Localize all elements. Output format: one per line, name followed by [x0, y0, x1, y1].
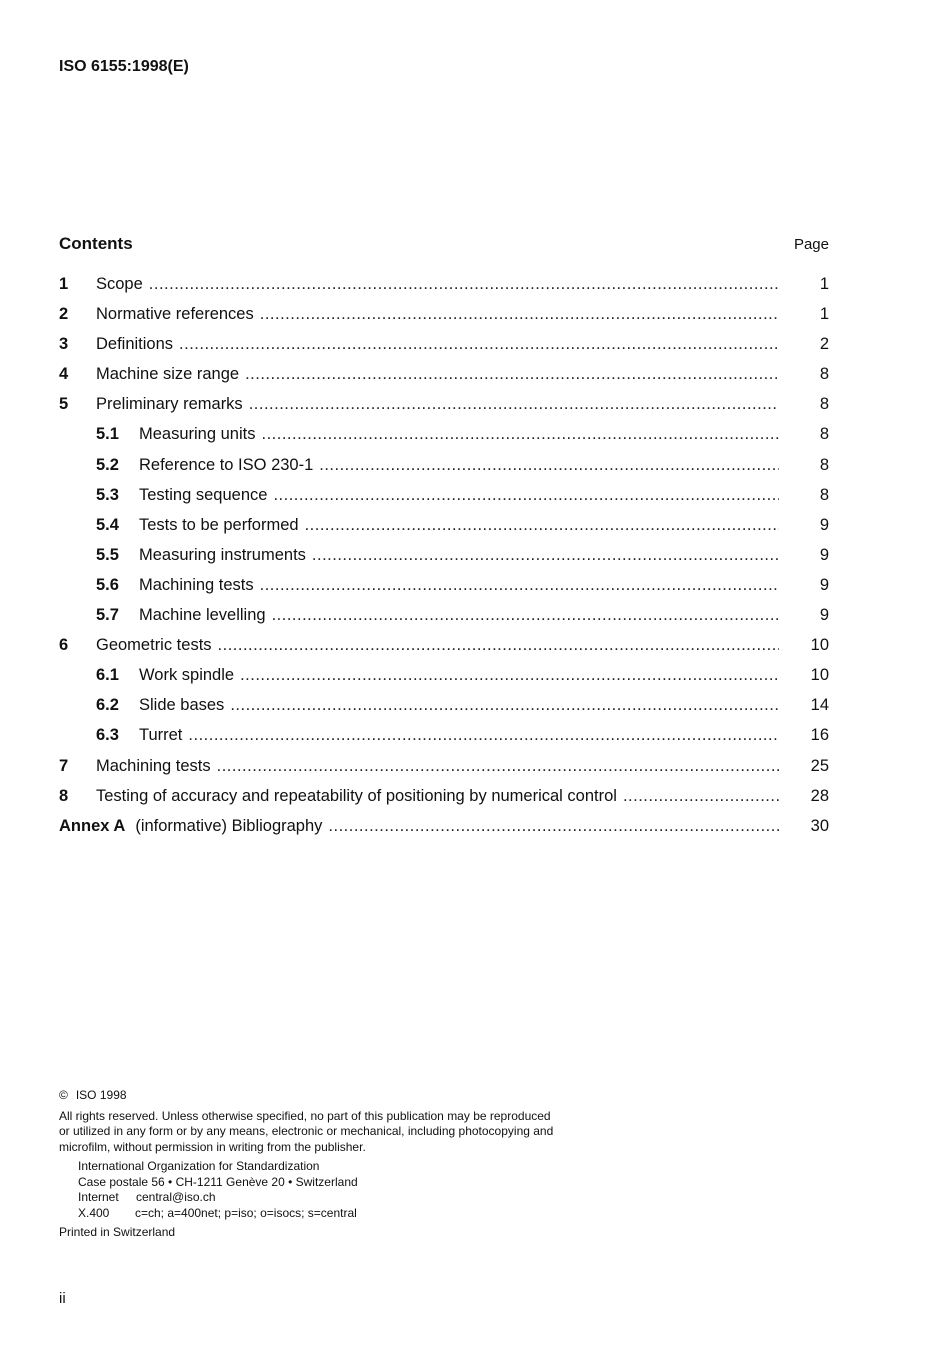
toc-entry-8[interactable]: [59, 784, 829, 814]
copyright-text: ISO 1998: [75, 1088, 127, 1102]
dot-leader: [261, 422, 779, 446]
toc-entry-page: 16: [810, 726, 829, 745]
contents-header: [59, 234, 829, 256]
dot-leader: [179, 332, 779, 356]
document-id: ISO 6155:1998(E): [59, 58, 189, 75]
toc-entry-6-3[interactable]: [59, 723, 829, 753]
toc-entry-page: 2: [819, 335, 829, 354]
dot-leader: [312, 543, 779, 567]
toc-entry-6-1[interactable]: [59, 663, 829, 693]
dot-leader: [623, 784, 779, 808]
toc-entry-label: Preliminary remarks: [96, 395, 243, 414]
contents-title: Contents: [59, 234, 133, 253]
rights-line: All rights reserved. Unless otherwise specified, no part of this publication may be reproduced: [59, 1108, 551, 1123]
toc-entry-label: Scope: [96, 275, 143, 293]
dot-leader: [272, 603, 779, 627]
toc-entry-label: Machining tests: [96, 756, 211, 775]
toc-entry-page: 8: [819, 395, 829, 414]
toc-entry-label: [59, 814, 328, 838]
toc-entry-label: Testing of accuracy and repeatability of positioning by numerical control: [96, 786, 617, 805]
toc-entry-5-1[interactable]: [59, 422, 829, 452]
toc-entry-number: 6.3: [96, 726, 119, 745]
toc-entry-label: Measuring units: [139, 425, 256, 444]
dot-leader: [249, 392, 779, 416]
toc-entry-number: 5.2: [96, 455, 119, 474]
toc-entry-6-2[interactable]: [59, 693, 829, 723]
toc-entry-label: Machine levelling: [139, 606, 266, 625]
toc-entry-5-3[interactable]: [59, 483, 829, 513]
toc-entry-number: 3: [59, 335, 69, 354]
dot-leader: [218, 633, 779, 657]
toc-entry-7[interactable]: [59, 754, 829, 784]
toc-entry-label: Measuring instruments: [139, 545, 306, 564]
toc-entry-page: 8: [819, 455, 829, 474]
toc-entry-number: 5.3: [96, 485, 119, 504]
toc-entry-label: Tests to be performed: [139, 515, 299, 534]
organization-name: International Organization for Standardization: [78, 1159, 320, 1173]
dot-leader: [188, 723, 779, 747]
toc-entry-label: Machining tests: [139, 575, 254, 594]
dot-leader: [245, 362, 779, 386]
dot-leader: [260, 573, 779, 597]
dot-leader: [149, 272, 779, 296]
toc-entry-page: 10: [810, 666, 829, 685]
x400-address: c=ch; a=400net; p=iso; o=isocs; s=central: [135, 1205, 357, 1220]
toc-entry-page: 8: [819, 485, 829, 504]
toc-entry-number: 8: [59, 786, 69, 805]
copyright-notice: [59, 1088, 619, 1241]
toc-entry-number: 5.5: [96, 545, 119, 564]
toc-entry-number: 6.1: [96, 666, 119, 685]
toc-entry-5[interactable]: [59, 392, 829, 422]
toc-entry-4[interactable]: [59, 362, 829, 392]
internet-email[interactable]: central@iso.ch: [136, 1190, 216, 1204]
toc-entry-page: 9: [819, 545, 829, 564]
page-number: ii: [59, 1290, 66, 1307]
x400-label: X.400: [78, 1205, 110, 1220]
toc-entry-1[interactable]: [59, 272, 829, 302]
toc-entry-label: Normative references: [96, 305, 254, 324]
toc-entry-number: 5.1: [96, 425, 119, 444]
toc-entry-label: Turret: [139, 726, 183, 745]
toc-entry-5-7[interactable]: [59, 603, 829, 633]
toc-entry-5-4[interactable]: [59, 513, 829, 543]
toc-entry-number: 5: [59, 395, 69, 414]
toc-entry-number: 5.7: [96, 606, 119, 625]
toc-entry-number: 7: [59, 756, 69, 775]
dot-leader: [240, 663, 779, 687]
toc-entry-number: 6.2: [96, 696, 119, 715]
toc-entry-number: 1: [59, 275, 69, 293]
rights-line: microfilm, without permission in writing from the publisher.: [59, 1139, 366, 1154]
toc-entry-page: 1: [819, 305, 829, 324]
toc-entry-label: Work spindle: [139, 666, 235, 685]
dot-leader: [305, 513, 779, 537]
dot-leader: [273, 483, 779, 507]
toc-entry-label: Definitions: [96, 335, 174, 354]
toc-entry-page: 1: [819, 275, 829, 293]
printed-in: Printed in Switzerland: [59, 1225, 176, 1239]
postal-address: Case postale 56 • CH-1211 Genève 20 • Switzerland: [78, 1174, 358, 1189]
toc-entry-5-5[interactable]: [59, 543, 829, 573]
annex-number: Annex A: [59, 816, 126, 835]
toc-entry-page: 8: [819, 365, 829, 384]
toc-entry-5-2[interactable]: [59, 453, 829, 483]
annex-title: (informative) Bibliography: [135, 816, 323, 835]
publisher-address: [59, 1159, 619, 1221]
rights-line: or utilized in any form or by any means, electronic or mechanical, including photocopying and: [59, 1124, 554, 1138]
toc-entry-page: 28: [810, 786, 829, 805]
toc-entry-label: Reference to ISO 230-1: [139, 455, 314, 474]
toc-entry-page: 14: [810, 696, 829, 715]
dot-leader: [230, 693, 779, 717]
toc-entry-page: 25: [810, 756, 829, 775]
toc-entry-label: Testing sequence: [139, 485, 268, 504]
toc-entry-number: 4: [59, 365, 69, 384]
toc-entry-number: 6: [59, 636, 69, 655]
dot-leader: [319, 453, 779, 477]
table-of-contents: [59, 272, 829, 844]
toc-entry-label: Slide bases: [139, 696, 225, 715]
dot-leader: [260, 302, 779, 326]
toc-entry-number: 5.4: [96, 515, 119, 534]
toc-entry-3[interactable]: [59, 332, 829, 362]
toc-entry-6[interactable]: [59, 633, 829, 663]
copyright-line: [59, 1088, 619, 1104]
toc-entry-page: 30: [810, 816, 829, 835]
toc-entry-label: Geometric tests: [96, 636, 212, 655]
toc-entry-page: 9: [819, 575, 829, 594]
dot-leader: [217, 754, 779, 778]
toc-entry-page: 10: [810, 636, 829, 655]
toc-entry-page: 9: [819, 606, 829, 625]
x400-contact: [78, 1206, 619, 1222]
toc-entry-5-6[interactable]: [59, 573, 829, 603]
toc-entry-label: Machine size range: [96, 365, 240, 384]
toc-entry-page: 9: [819, 515, 829, 534]
toc-entry-number: 2: [59, 305, 69, 324]
toc-entry-page: 8: [819, 425, 829, 444]
dot-leader: [328, 814, 779, 838]
internet-label: Internet: [78, 1190, 119, 1204]
page-column-label: Page: [793, 236, 829, 253]
rights-statement: [59, 1109, 619, 1156]
internet-contact: [78, 1190, 619, 1206]
copyright-symbol: ©: [59, 1088, 68, 1102]
toc-entry-annex-a[interactable]: [59, 814, 829, 844]
toc-entry-number: 5.6: [96, 575, 119, 594]
toc-entry-2[interactable]: [59, 302, 829, 332]
